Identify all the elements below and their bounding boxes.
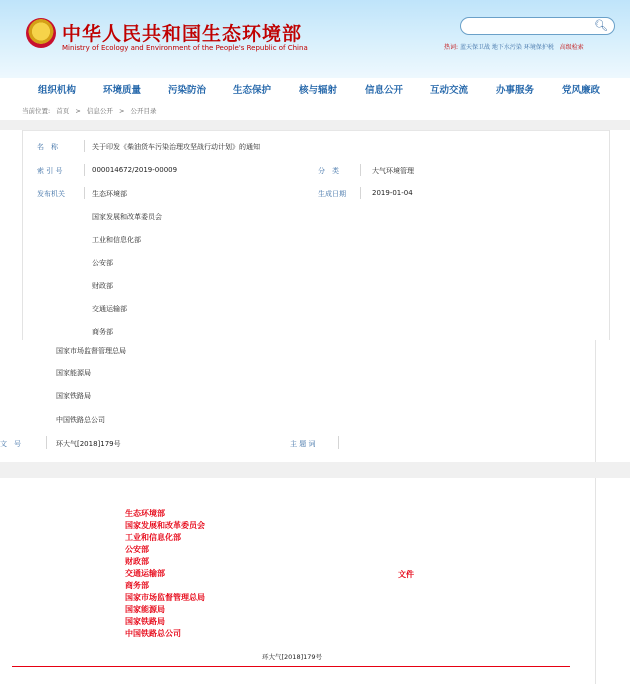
index-value: 000014672/2019-00009 [92,166,178,174]
hot-word-link[interactable]: 蓝天保卫战 [459,44,490,51]
name-label: 名 称 [37,143,58,151]
nav-item-environment-quality[interactable]: 环境质量 [103,85,142,96]
name-value: 关于印发《柴油货车污染治理攻坚战行动计划》的通知 [92,143,260,151]
document-issuer: 财政部 [125,557,149,566]
issuer-item: 国家发展和改革委员会 [92,213,162,221]
document-issuer: 公安部 [125,545,149,554]
document-body [0,478,596,684]
issuer-item: 交通运输部 [92,305,127,313]
issuer-item: 中国铁路总公司 [56,416,105,424]
issuer-item: 国家铁路局 [56,392,91,400]
issuer-label: 发布机关 [37,190,65,198]
issuer-item: 生态环境部 [92,190,127,198]
document-issuer: 国家市场监督管理总局 [125,593,205,602]
date-label: 生成日期 [318,190,346,198]
date-value: 2019-01-04 [372,189,413,197]
category-label: 分 类 [318,167,339,175]
breadcrumb-info[interactable]: 信息公开 [86,107,113,115]
divider [84,140,85,152]
divider [84,164,85,176]
site-subtitle: Ministry of Ecology and Environment of the People's Republic of China [62,44,308,52]
breadcrumb-prefix: 当前位置: [22,107,51,115]
nav-item-organization[interactable]: 组织机构 [38,85,77,96]
hot-words [444,42,584,51]
red-divider-line [12,666,570,667]
nav-item-interaction[interactable]: 互动交流 [430,85,469,96]
nav-item-nuclear[interactable]: 核与辐射 [299,85,338,96]
divider [23,130,609,131]
document-issuer: 国家能源局 [125,605,165,614]
info-table [22,130,610,340]
divider [338,436,339,449]
document-issuer: 生态环境部 [125,509,165,518]
hot-words-label: 热词: [444,44,459,51]
breadcrumb-separator: > [118,107,125,115]
site-header [0,0,630,78]
divider [84,187,85,199]
document-number: 环大气[2018]179号 [262,653,323,661]
divider [46,436,47,449]
breadcrumb [22,106,161,115]
nav-item-pollution-control[interactable]: 污染防治 [168,85,207,96]
document-issuer: 工业和信息化部 [125,533,181,542]
document-issuer: 国家发展和改革委员会 [125,521,205,530]
divider [360,164,361,176]
document-issuer: 商务部 [125,581,149,590]
advanced-search-link[interactable]: 高级检索 [559,44,584,51]
doc-number-label: 文 号 [0,440,21,448]
main-nav [0,78,630,100]
doc-number-value: 环大气[2018]179号 [56,440,121,448]
document-issuer: 交通运输部 [125,569,165,578]
issuer-item: 公安部 [92,259,113,267]
document-issuer: 国家铁路局 [125,617,165,626]
category-value: 大气环境管理 [372,167,414,175]
nav-item-info-disclosure[interactable]: 信息公开 [365,85,404,96]
issuer-item: 国家市场监督管理总局 [56,347,126,355]
hot-word-link[interactable]: 地下水污染 [491,44,522,51]
breadcrumb-home[interactable]: 首页 [56,107,70,115]
issuer-item: 财政部 [92,282,113,290]
search-icon[interactable]: 🔍︎ [594,19,608,32]
divider [360,187,361,199]
subject-label: 主 题 词 [290,440,316,448]
breadcrumb-separator: > [75,107,81,115]
issuer-item: 国家能源局 [56,369,91,377]
site-title[interactable]: 中华人民共和国生态环境部 [62,23,303,45]
issuer-item: 商务部 [92,328,113,336]
divider [0,120,630,130]
info-table-continued [0,340,596,462]
national-emblem-icon: ★ [26,18,56,48]
document-issuer: 中国铁路总公司 [125,629,181,638]
hot-word-link[interactable]: 环境保护税 [523,44,554,51]
search-input[interactable] [460,17,615,35]
nav-item-ecology[interactable]: 生态保护 [233,85,272,96]
divider [0,462,630,478]
nav-item-services[interactable]: 办事服务 [496,85,535,96]
index-label: 索 引 号 [37,167,63,175]
nav-item-party[interactable]: 党风廉政 [562,85,601,96]
breadcrumb-catalog[interactable]: 公开目录 [130,107,157,115]
issuer-item: 工业和信息化部 [92,236,141,244]
document-word: 文件 [398,570,414,579]
